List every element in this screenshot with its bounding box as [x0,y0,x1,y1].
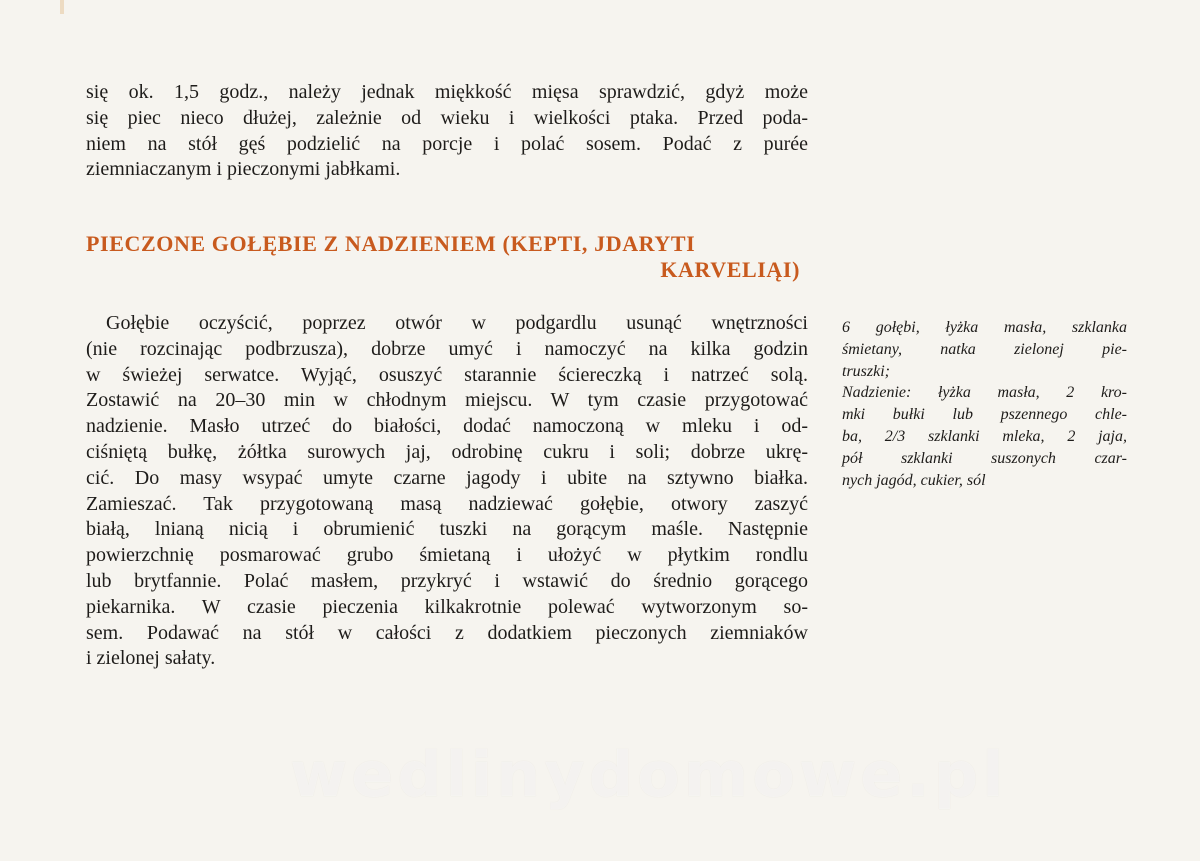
text-line: powierzchnię posmarować grubo śmietaną i ułożyć w płytkim rondlu [86,544,808,567]
ingredient-line: nych jagód, cukier, sól [842,471,986,489]
intro-paragraph [86,80,808,183]
recipe-title [86,231,808,283]
text-line: cić. Do masy wsypać umyte czarne jagody i ubite na sztywno białka. [86,466,808,489]
text-line: ciśniętą bułkę, żółtka surowych jaj, odrobinę cukru i soli; dobrze ukrę- [86,440,808,463]
text-line: (nie rozcinając podbrzusza), dobrze umyć i namoczyć na kilka godzin [86,337,808,360]
text-line: Zostawić na 20–30 min w chłodnym miejscu. W tym czasie przygotować [86,389,808,412]
text-line: niem na stół gęś podzielić na porcje i polać sosem. Podać z purée [86,132,808,155]
ingredient-line: mki bułki lub pszennego chle- [842,406,1127,424]
ingredient-line: 6 gołębi, łyżka masła, szklanka [842,319,1127,336]
text-line: nadzienie. Masło utrzeć do białości, dodać namoczoną w mleku i od- [86,415,808,438]
text-line: i zielonej sałaty. [86,647,216,670]
recipe-instructions [86,311,808,672]
ingredient-line: śmietany, natka zielonej pie- [842,340,1127,358]
text-line: sem. Podawać na stół w całości z dodatkiem pieczonych ziemniaków [86,621,808,644]
text-line: Zamieszać. Tak przygotowaną masą nadziewać gołębie, otwory zaszyć [86,492,808,515]
ingredient-line: truszki; [842,362,890,380]
text-line: lub brytfannie. Polać masłem, przykryć i wstawić do średnio gorącego [86,569,808,592]
ingredient-line: pół szklanki suszonych czar- [842,449,1127,467]
recipe-title-line-1: PIECZONE GOŁĘBIE Z NADZIENIEM (KEPTI, JDARYTI [86,231,696,256]
site-watermark: wedlinydomowe.pl [290,738,1008,811]
text-line: białą, lnianą nicią i obrumienić tuszki na gorącym maśle. Następnie [86,518,808,541]
text-line: piekarnika. W czasie pieczenia kilkakrotnie polewać wytworzonym so- [86,595,808,618]
text-line: Gołębie oczyścić, poprzez otwór w podgardlu usunąć wnętrzności [106,312,808,334]
ingredient-line: ba, 2/3 szklanki mleka, 2 jaja, [842,427,1127,445]
ingredients-list [842,317,1127,491]
text-line: ziemniaczanym i pieczonymi jabłkami. [86,158,401,181]
text-line: się ok. 1,5 godz., należy jednak miękkość mięsa sprawdzić, gdyż może [86,81,808,103]
recipe-title-line-2: KARVELIĄI) [660,257,800,282]
ingredient-line: Nadzienie: łyżka masła, 2 kro- [842,384,1127,402]
page-smudge [60,0,64,14]
text-line: się piec nieco dłużej, zależnie od wieku i wielkości ptaka. Przed poda- [86,106,808,129]
text-line: w świeżej serwatce. Wyjąć, osuszyć starannie ściereczką i natrzeć solą. [86,363,808,386]
